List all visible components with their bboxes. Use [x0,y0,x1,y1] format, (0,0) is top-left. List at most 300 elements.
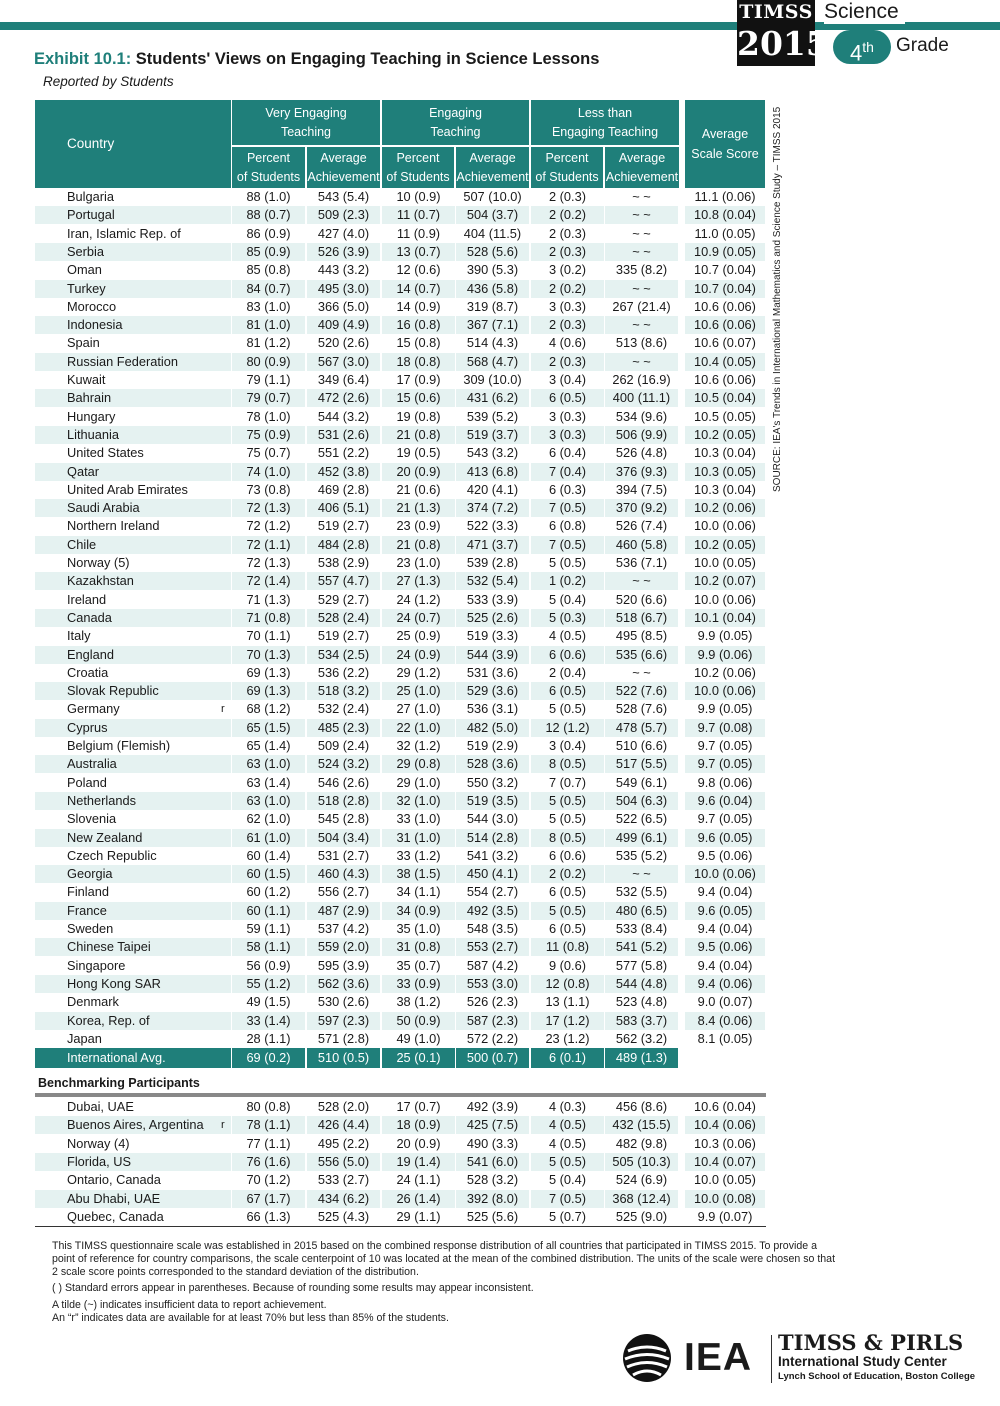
less-engaging-achievement: 513 (8.6) [615,335,668,351]
very-engaging-achievement: 519 (2.7) [317,518,370,534]
engaging-achievement: 528 (3.2) [466,1172,519,1188]
very-engaging-percent: 88 (0.7) [232,206,305,224]
table-row [35,719,766,737]
country-name: Oman [67,262,102,278]
data-flag [221,408,231,426]
group-header-engaging: Engaging Teaching [382,100,529,145]
less-engaging-achievement: 495 (8.5) [615,628,668,644]
data-flag [221,810,231,828]
less-engaging-percent: 9 (0.6) [549,957,586,973]
very-engaging-achievement: 557 (4.7) [307,572,380,590]
very-engaging-percent: 69 (0.2) [232,1048,305,1068]
engaging-percent: 38 (1.5) [382,865,455,883]
table-row [35,920,766,938]
engaging-achievement: 543 (3.2) [466,445,519,461]
timss-badge [737,0,829,66]
scale-score: 9.7 (0.05) [685,755,765,773]
very-engaging-percent: 71 (1.3) [246,591,291,607]
note-standard-errors: ( ) Standard errors appear in parentheses. Because of rounding some results may appear inconsistent. [52,1282,534,1294]
engaging-percent: 12 (0.6) [396,262,441,278]
table-row [35,646,766,664]
less-engaging-percent: 13 (1.1) [545,994,590,1010]
engaging-achievement: 553 (2.7) [456,938,529,956]
less-engaging-percent: 2 (0.3) [531,353,604,371]
very-engaging-percent: 60 (1.1) [232,902,305,920]
sub-header-average-3: Average Achievement [605,147,679,188]
scale-score: 10.0 (0.05) [694,1172,756,1188]
scale-score: 10.2 (0.05) [685,426,765,444]
country-name: Italy [67,628,91,644]
engaging-percent: 31 (1.0) [382,829,455,847]
scale-score: 10.2 (0.07) [685,572,765,590]
data-flag [221,792,231,810]
scale-score: 9.6 (0.05) [685,902,765,920]
scale-score: 10.2 (0.06) [694,664,756,680]
less-engaging-percent: 2 (0.3) [531,316,604,334]
engaging-percent: 10 (0.9) [396,189,441,204]
scale-score: 10.6 (0.06) [694,372,756,387]
very-engaging-percent: 56 (0.9) [246,957,291,973]
scale-score: 10.0 (0.06) [685,865,765,883]
less-engaging-percent: 7 (0.7) [549,774,586,790]
very-engaging-achievement: 534 (2.5) [307,646,380,664]
less-engaging-achievement: 478 (5.7) [605,719,678,737]
sub-header-average-1: Average Achievement [307,147,380,188]
very-engaging-achievement: 556 (5.0) [307,1153,380,1171]
benchmark-title: Benchmarking Participants [38,1076,200,1090]
engaging-achievement: 550 (3.2) [466,774,519,790]
less-engaging-achievement: 525 (9.0) [615,1208,668,1224]
engaging-percent: 21 (0.8) [382,536,455,554]
very-engaging-percent: 75 (0.7) [246,445,291,461]
data-flag [221,883,231,901]
school-name: Lynch School of Education, Boston College [778,1371,976,1382]
very-engaging-achievement: 426 (4.4) [307,1116,380,1134]
table-row [35,316,766,334]
table-row [35,444,766,462]
table-row [35,847,766,865]
less-engaging-achievement: ~ ~ [605,316,678,334]
less-engaging-percent: 6 (0.5) [549,921,586,936]
less-engaging-achievement: 533 (8.4) [615,921,668,936]
table-row [35,993,766,1011]
engaging-achievement: 544 (3.9) [456,646,529,664]
very-engaging-achievement: 543 (5.4) [317,189,370,204]
very-engaging-achievement: 510 (0.5) [307,1048,380,1068]
engaging-percent: 19 (0.5) [396,445,441,461]
less-engaging-percent: 2 (0.3) [531,243,604,261]
engaging-achievement: 374 (7.2) [456,499,529,517]
data-flag [221,371,231,389]
engaging-achievement: 319 (8.7) [466,298,519,314]
engaging-achievement: 425 (7.5) [456,1116,529,1134]
country-name: Norway (4) [67,1135,130,1151]
very-engaging-percent: 65 (1.5) [232,719,305,737]
country-name: France [35,902,231,920]
engaging-percent: 15 (0.8) [396,335,441,351]
country-name: Dubai, UAE [67,1099,134,1114]
less-engaging-achievement: 535 (6.6) [605,646,678,664]
country-name: Northern Ireland [67,518,160,534]
table-row [35,810,766,828]
data-flag [221,298,231,316]
engaging-achievement: 404 (11.5) [463,225,522,241]
engaging-achievement: 390 (5.3) [466,262,519,278]
data-flag [221,865,231,883]
engaging-achievement: 539 (2.8) [466,555,519,570]
data-flag [221,627,231,645]
country-name: Japan [67,1030,102,1046]
engaging-percent: 35 (0.7) [396,957,441,973]
engaging-achievement: 514 (4.3) [466,335,519,351]
very-engaging-percent: 85 (0.8) [246,262,291,278]
very-engaging-achievement: 551 (2.2) [317,445,370,461]
engaging-percent: 15 (0.6) [382,389,455,407]
engaging-percent: 21 (1.3) [382,499,455,517]
grade-number: 4 [850,40,863,66]
scale-score: 10.5 (0.05) [694,408,756,424]
engaging-achievement: 413 (6.8) [456,463,529,481]
engaging-percent: 22 (1.0) [382,719,455,737]
subject-label: Science [824,0,905,24]
data-flag [221,1012,231,1030]
less-engaging-achievement: 499 (6.1) [605,829,678,847]
table-row [35,975,766,993]
engaging-percent: 20 (0.9) [396,1135,441,1151]
engaging-percent: 32 (1.0) [382,792,455,810]
very-engaging-achievement: 509 (2.4) [317,738,370,753]
country-name: Korea, Rep. of [35,1012,231,1030]
table-row [35,334,766,352]
country-name: Croatia [67,664,109,680]
less-engaging-percent: 5 (0.5) [549,811,586,827]
scale-score: 10.3 (0.05) [685,463,765,481]
very-engaging-achievement: 518 (2.8) [307,792,380,810]
very-engaging-achievement: 562 (3.6) [307,975,380,993]
scale-score: 10.5 (0.04) [685,389,765,407]
engaging-percent: 17 (0.7) [396,1099,441,1114]
table-row [35,188,766,206]
engaging-achievement: 431 (6.2) [456,389,529,407]
very-engaging-achievement: 595 (3.9) [317,957,370,973]
very-engaging-achievement: 559 (2.0) [307,938,380,956]
scale-score: 9.5 (0.06) [697,847,753,863]
very-engaging-achievement: 532 (2.4) [317,701,370,717]
less-engaging-percent: 2 (0.4) [549,664,586,680]
very-engaging-percent: 76 (1.6) [232,1153,305,1171]
engaging-percent: 23 (0.9) [396,518,441,534]
page-title [34,50,599,69]
less-engaging-percent: 7 (0.4) [531,463,604,481]
very-engaging-percent: 28 (1.1) [246,1030,291,1046]
scale-score: 9.9 (0.05) [697,701,753,717]
less-engaging-achievement: 368 (12.4) [605,1190,678,1208]
country-name: Hungary [67,408,116,424]
table-row [35,572,766,590]
very-engaging-percent: 55 (1.2) [232,975,305,993]
very-engaging-achievement: 530 (2.6) [317,994,370,1010]
country-name: Lithuania [35,426,231,444]
less-engaging-achievement: ~ ~ [605,865,678,883]
table-row [35,829,766,847]
table-row [35,1116,766,1134]
exhibit-number: Exhibit 10.1: [34,50,132,68]
scale-score: 10.6 (0.04) [694,1099,756,1114]
table-row [35,755,766,773]
country-name: Netherlands [35,792,231,810]
less-engaging-percent: 12 (0.8) [531,975,604,993]
less-engaging-achievement: ~ ~ [605,353,678,371]
very-engaging-percent: 73 (0.8) [246,481,291,497]
very-engaging-percent: 72 (1.4) [232,572,305,590]
less-engaging-percent: 5 (0.3) [531,609,604,627]
engaging-achievement: 541 (6.0) [456,1153,529,1171]
engaging-percent: 50 (0.9) [382,1012,455,1030]
table-row [35,298,766,316]
very-engaging-achievement: 556 (2.7) [317,884,370,900]
very-engaging-achievement: 485 (2.3) [307,719,380,737]
data-flag [221,609,231,627]
very-engaging-achievement: 597 (2.3) [307,1012,380,1030]
data-flag [221,517,231,535]
table-row [35,517,766,535]
sub-header-average-2: Average Achievement [456,147,529,188]
country-name: Canada [35,609,231,627]
engaging-percent: 27 (1.0) [396,701,441,717]
less-engaging-achievement: 522 (7.6) [605,682,678,700]
data-flag [221,1098,231,1116]
scale-score: 10.9 (0.05) [685,243,765,261]
less-engaging-achievement: ~ ~ [605,572,678,590]
scale-score: 9.6 (0.05) [685,829,765,847]
engaging-percent: 29 (1.2) [396,664,441,680]
data-flag [221,847,231,865]
engaging-percent: 11 (0.9) [396,225,441,241]
page-subtitle: Reported by Students [43,74,174,89]
engaging-percent: 13 (0.7) [382,243,455,261]
less-engaging-achievement: ~ ~ [605,243,678,261]
engaging-achievement: 525 (2.6) [456,609,529,627]
data-flag [221,1208,231,1226]
table-row [35,1171,766,1189]
less-engaging-achievement: ~ ~ [605,280,678,298]
less-engaging-achievement: ~ ~ [632,189,651,204]
very-engaging-achievement: 545 (2.8) [317,811,370,827]
table-row [35,1098,766,1116]
table-row [35,957,766,975]
less-engaging-achievement: 400 (11.1) [605,389,678,407]
very-engaging-percent: 63 (1.4) [246,774,291,790]
less-engaging-achievement: 489 (1.3) [605,1048,678,1068]
table-row [35,280,766,298]
scale-score: 10.2 (0.05) [685,536,765,554]
scale-score: 10.7 (0.04) [694,262,756,278]
less-engaging-percent: 4 (0.5) [531,1116,604,1134]
engaging-percent: 14 (0.9) [396,298,441,314]
very-engaging-achievement: 349 (6.4) [317,372,370,387]
table-row [35,536,766,554]
engaging-percent: 27 (1.3) [382,572,455,590]
very-engaging-percent: 60 (1.4) [246,847,291,863]
engaging-percent: 19 (1.4) [382,1153,455,1171]
engaging-percent: 25 (0.9) [396,628,441,644]
note-tilde: A tilde (~) indicates insufficient data to report achievement. [52,1299,327,1311]
scale-score-header: Average Scale Score [685,100,765,188]
data-flag [221,682,231,700]
table-row [35,463,766,481]
engaging-achievement: 587 (4.2) [466,957,519,973]
less-engaging-percent: 3 (0.2) [549,262,586,278]
less-engaging-achievement: 510 (6.6) [615,738,668,753]
very-engaging-percent: 63 (1.0) [232,755,305,773]
table-row [35,1190,766,1208]
data-flag [221,481,231,499]
very-engaging-achievement: 434 (6.2) [307,1190,380,1208]
data-flag [221,426,231,444]
engaging-achievement: 492 (3.9) [466,1099,519,1114]
very-engaging-achievement: 526 (3.9) [307,243,380,261]
data-flag [221,591,231,609]
data-flag [221,225,231,243]
very-engaging-achievement: 529 (2.7) [317,591,370,607]
less-engaging-percent: 3 (0.4) [549,372,586,387]
less-engaging-achievement: 532 (5.5) [615,884,668,900]
less-engaging-percent: 3 (0.4) [549,738,586,753]
country-name: Abu Dhabi, UAE [35,1190,231,1208]
country-name: England [35,646,231,664]
engaging-achievement: 519 (3.3) [466,628,519,644]
less-engaging-percent: 6 (0.5) [531,682,604,700]
scale-score: 10.1 (0.04) [685,609,765,627]
less-engaging-achievement: 480 (6.5) [605,902,678,920]
scale-score: 9.6 (0.04) [685,792,765,810]
less-engaging-percent: 6 (0.5) [531,389,604,407]
country-name: Portugal [35,206,231,224]
badge-program: TIMSS [739,1,813,23]
engaging-achievement: 519 (3.5) [456,792,529,810]
data-flag [221,938,231,956]
less-engaging-achievement: ~ ~ [632,225,651,241]
data-flag: r [221,703,225,716]
engaging-percent: 25 (0.1) [382,1048,455,1068]
very-engaging-achievement: 525 (4.3) [317,1208,370,1224]
country-name: Spain [67,335,100,351]
engaging-achievement: 553 (3.0) [456,975,529,993]
table-row [35,389,766,407]
table-row [35,682,766,700]
table-row [35,1153,766,1171]
very-engaging-achievement: 495 (2.2) [317,1135,370,1151]
very-engaging-achievement: 487 (2.9) [307,902,380,920]
country-name: Slovak Republic [35,682,231,700]
country-name: Finland [67,884,109,900]
country-name: Australia [35,755,231,773]
less-engaging-percent: 6 (0.6) [531,646,604,664]
very-engaging-percent: 77 (1.1) [246,1135,291,1151]
very-engaging-percent: 72 (1.2) [246,518,291,534]
group-header-very-engaging: Very Engaging Teaching [232,100,380,145]
very-engaging-percent: 66 (1.3) [246,1208,291,1224]
table-row [35,1012,766,1030]
very-engaging-percent: 65 (1.4) [246,738,291,753]
engaging-achievement: 519 (3.7) [456,426,529,444]
less-engaging-percent: 4 (0.5) [549,1135,586,1151]
table-row [35,1135,766,1153]
less-engaging-achievement: 535 (5.2) [615,847,668,863]
less-engaging-achievement: 460 (5.8) [605,536,678,554]
table-row [35,664,766,682]
iea-globe-icon [622,1333,672,1383]
less-engaging-achievement: 370 (9.2) [605,499,678,517]
less-engaging-achievement: 432 (15.5) [605,1116,678,1134]
very-engaging-percent: 79 (0.7) [232,389,305,407]
scale-score: 9.9 (0.07) [697,1208,753,1224]
less-engaging-percent: 5 (0.5) [531,1153,604,1171]
country-name: Sweden [67,921,114,936]
less-engaging-achievement: 506 (9.9) [605,426,678,444]
engaging-percent: 25 (1.0) [382,682,455,700]
very-engaging-achievement: 366 (5.0) [317,298,370,314]
country-name: Turkey [35,280,231,298]
country-name: Qatar [35,463,231,481]
very-engaging-percent: 68 (1.2) [246,701,291,717]
data-flag [221,920,231,938]
engaging-percent: 35 (1.0) [396,921,441,936]
scale-score: 9.4 (0.04) [697,957,753,973]
scale-score: 9.8 (0.06) [697,774,753,790]
engaging-percent: 21 (0.8) [382,426,455,444]
scale-score: 10.4 (0.05) [685,353,765,371]
engaging-percent: 29 (1.0) [396,774,441,790]
country-name: Hong Kong SAR [35,975,231,993]
table-row [35,426,766,444]
scale-score: 10.6 (0.06) [685,316,765,334]
badge-year: 2015 [737,24,829,63]
table-row [35,499,766,517]
engaging-percent: 32 (1.2) [396,738,441,753]
country-name: Germany [67,701,120,717]
country-name: Singapore [67,957,126,973]
less-engaging-percent: 3 (0.3) [549,408,586,424]
table-row [35,609,766,627]
very-engaging-percent: 58 (1.1) [232,938,305,956]
country-name: Cyprus [35,719,231,737]
less-engaging-percent: 2 (0.2) [531,280,604,298]
country-name: United Arab Emirates [67,481,188,497]
data-flag [221,572,231,590]
source-note: SOURCE: IEA's Trends in International Mathematics and Science Study – TIMSS 2015 [772,106,783,492]
table-bottom-rule [35,1226,766,1227]
very-engaging-percent: 88 (1.0) [246,189,291,204]
less-engaging-percent: 8 (0.5) [531,829,604,847]
engaging-achievement: 500 (0.7) [456,1048,529,1068]
scale-score: 10.3 (0.06) [694,1135,756,1151]
country-name: Ireland [67,591,107,607]
engaging-percent: 29 (0.8) [382,755,455,773]
data-flag [221,719,231,737]
country-name: New Zealand [35,829,231,847]
very-engaging-percent: 67 (1.7) [232,1190,305,1208]
less-engaging-achievement: 518 (6.7) [605,609,678,627]
engaging-percent: 49 (1.0) [396,1030,441,1046]
data-flag: r [221,1119,225,1132]
engaging-achievement: 528 (5.6) [456,243,529,261]
very-engaging-achievement: 536 (2.2) [317,664,370,680]
very-engaging-achievement: 528 (2.0) [317,1099,370,1114]
very-engaging-achievement: 504 (3.4) [307,829,380,847]
engaging-percent: 19 (0.8) [396,408,441,424]
less-engaging-achievement: 526 (7.4) [615,518,668,534]
